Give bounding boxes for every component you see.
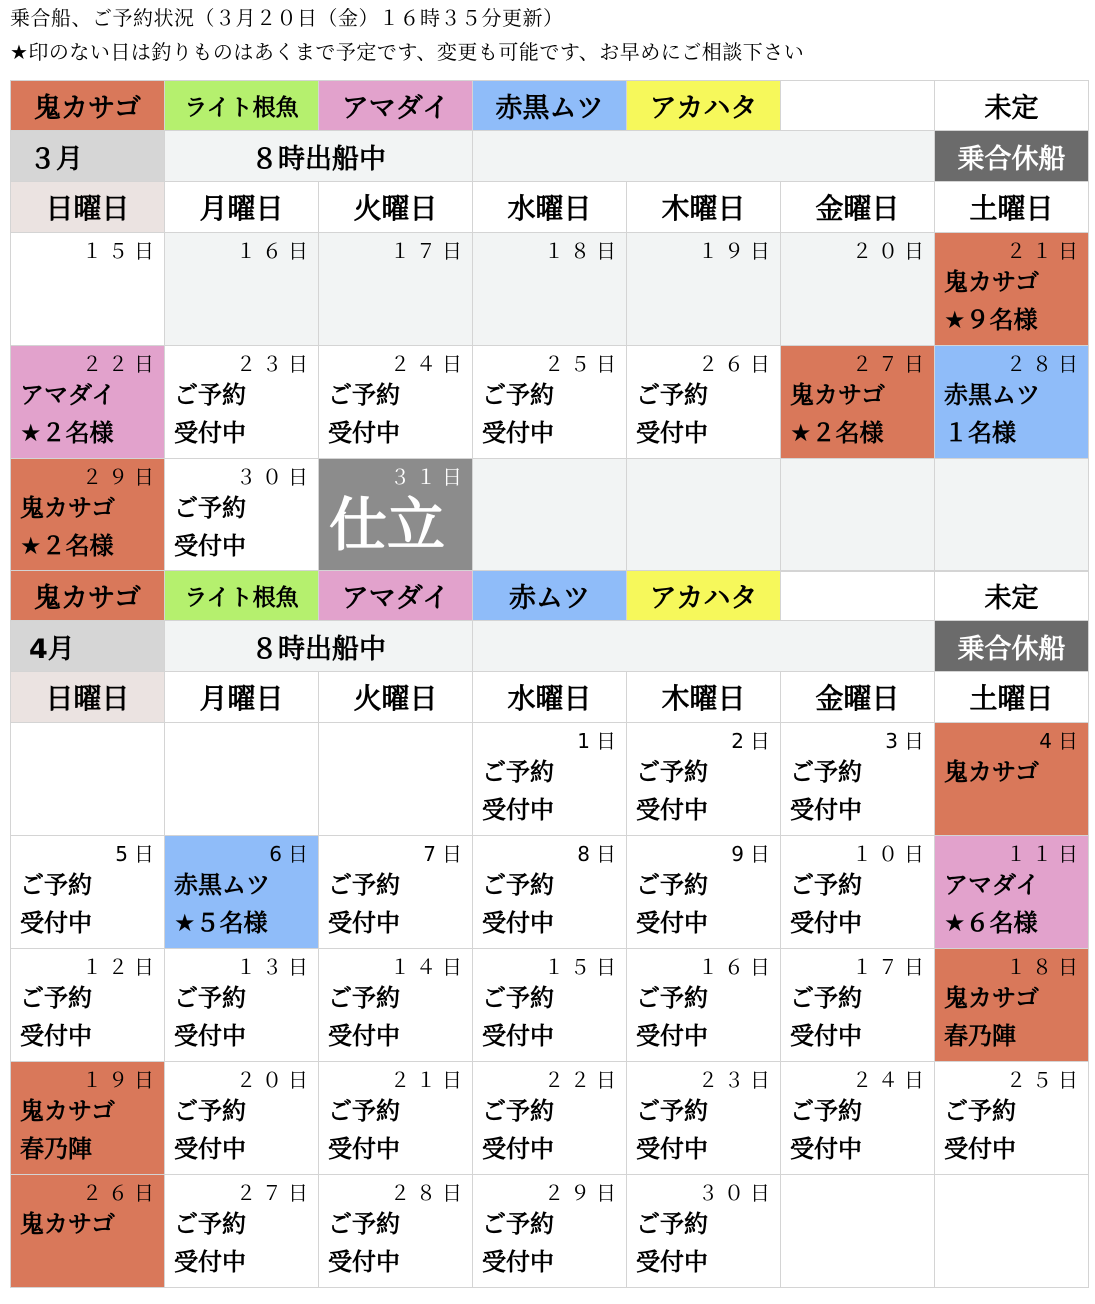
fishing-type: ご予約 [944, 1097, 1016, 1125]
month-row-filler [473, 131, 935, 182]
day-cell[interactable] [781, 1062, 935, 1175]
booking-status: 受付中 [328, 1022, 400, 1050]
legend-amadai: アマダイ [319, 81, 473, 131]
fishing-type: 鬼カサゴ [20, 1210, 116, 1238]
booking-status: 受付中 [482, 1022, 554, 1050]
legend-akakuro-mutsu: 赤黒ムツ [473, 81, 627, 131]
fishing-type: ご予約 [174, 494, 246, 522]
booking-status: 受付中 [790, 796, 862, 824]
month-row [11, 621, 1089, 672]
day-number: １９日 [82, 1068, 160, 1092]
booking-status: 受付中 [790, 909, 862, 937]
day-cell[interactable] [165, 1062, 319, 1175]
closed-label: 乗合休船 [935, 131, 1089, 182]
day-cell[interactable] [627, 233, 781, 346]
legend-light-negyo: ライト根魚 [165, 571, 319, 621]
booking-status: 受付中 [482, 1248, 554, 1276]
day-number: ２９日 [82, 465, 160, 489]
day-number: ２４日 [390, 352, 468, 376]
legend-blank [781, 81, 935, 131]
legend-akahata: アカハタ [627, 571, 781, 621]
week-row [11, 459, 1089, 572]
legend-onikasago: 鬼カサゴ [11, 81, 165, 131]
booking-status: １名様 [944, 419, 1016, 447]
day-cell [935, 1175, 1089, 1288]
day-number: ３１日 [390, 465, 468, 489]
day-cell[interactable] [627, 1062, 781, 1175]
sailing-time-label: ８時出船中 [165, 621, 473, 672]
day-number: 3日 [885, 729, 930, 753]
booking-status: 受付中 [174, 1022, 246, 1050]
booking-status: 受付中 [20, 909, 92, 937]
booking-status: 受付中 [636, 419, 708, 447]
day-number: １５日 [544, 955, 622, 979]
day-number: ２４日 [852, 1068, 930, 1092]
day-number: １３日 [236, 955, 314, 979]
booking-status: ★２名様 [790, 419, 884, 447]
calendar-march [10, 80, 1089, 572]
week-row [11, 233, 1089, 346]
day-number: ３０日 [698, 1181, 776, 1205]
day-number: 7日 [423, 842, 468, 866]
day-cell[interactable] [473, 1175, 627, 1288]
day-cell[interactable] [11, 836, 165, 949]
fishing-type: ご予約 [636, 1210, 708, 1238]
day-cell[interactable] [935, 346, 1089, 459]
day-number: ２７日 [236, 1181, 314, 1205]
weekday-wednesday: 水曜日 [473, 672, 627, 723]
booking-status: 受付中 [328, 1248, 400, 1276]
day-cell[interactable] [935, 723, 1089, 836]
day-number: ２２日 [82, 352, 160, 376]
booking-status: ★２名様 [20, 419, 114, 447]
day-cell [935, 459, 1089, 572]
day-cell[interactable] [781, 346, 935, 459]
fishing-type: ご予約 [636, 381, 708, 409]
day-number: 5日 [115, 842, 160, 866]
day-number: １９日 [698, 239, 776, 263]
legend-akahata: アカハタ [627, 81, 781, 131]
day-cell[interactable] [627, 1175, 781, 1288]
day-number: １８日 [1006, 955, 1084, 979]
day-number: ２３日 [698, 1068, 776, 1092]
booking-status: 春乃陣 [944, 1022, 1016, 1050]
booking-status: 受付中 [174, 1135, 246, 1163]
fishing-type: 鬼カサゴ [944, 758, 1040, 786]
day-cell[interactable] [473, 1062, 627, 1175]
day-cell[interactable] [319, 233, 473, 346]
day-cell[interactable] [781, 836, 935, 949]
day-cell[interactable] [319, 1175, 473, 1288]
month-row-filler [473, 621, 935, 672]
day-cell[interactable] [473, 233, 627, 346]
schedule-notice-text: ★印のない日は釣りものはあくまで予定です、変更も可能です、お早めにご相談下さい [10, 40, 805, 64]
weekday-monday: 月曜日 [165, 182, 319, 233]
month-row [11, 131, 1089, 182]
booking-status: 受付中 [328, 909, 400, 937]
day-cell[interactable] [319, 949, 473, 1062]
booking-status: 受付中 [174, 419, 246, 447]
booking-status: 受付中 [328, 419, 400, 447]
calendar-april [10, 570, 1089, 1288]
weekday-thursday: 木曜日 [627, 672, 781, 723]
fishing-type: アマダイ [944, 871, 1040, 899]
day-cell[interactable] [473, 836, 627, 949]
legend-aka-mutsu: 赤ムツ [473, 571, 627, 621]
sailing-time-label: ８時出船中 [165, 131, 473, 182]
week-row [11, 1062, 1089, 1175]
day-number: ２７日 [852, 352, 930, 376]
booking-status: 受付中 [482, 909, 554, 937]
fishing-type: ご予約 [482, 984, 554, 1012]
day-cell[interactable] [935, 949, 1089, 1062]
day-number: ２０日 [852, 239, 930, 263]
fishing-type: ご予約 [636, 871, 708, 899]
weekday-monday: 月曜日 [165, 672, 319, 723]
fishing-type: ご予約 [174, 1210, 246, 1238]
booking-status: ★５名様 [174, 909, 268, 937]
booking-status: 春乃陣 [20, 1135, 92, 1163]
fishing-type: ご予約 [328, 871, 400, 899]
fishing-type: ご予約 [790, 758, 862, 786]
day-number: ２１日 [390, 1068, 468, 1092]
day-number: １７日 [852, 955, 930, 979]
weekday-tuesday: 火曜日 [319, 182, 473, 233]
fishing-type: 鬼カサゴ [944, 268, 1040, 296]
day-number: ２８日 [390, 1181, 468, 1205]
day-cell[interactable] [11, 949, 165, 1062]
closed-label: 乗合休船 [935, 621, 1089, 672]
fishing-type: ご予約 [328, 984, 400, 1012]
booking-status: 受付中 [174, 532, 246, 560]
day-cell[interactable] [319, 459, 473, 572]
day-cell [781, 459, 935, 572]
day-cell [473, 459, 627, 572]
booking-status: ★９名様 [944, 306, 1038, 334]
day-cell[interactable] [165, 233, 319, 346]
fishing-type: 赤黒ムツ [944, 381, 1040, 409]
day-number: 1日 [577, 729, 622, 753]
day-cell[interactable] [473, 949, 627, 1062]
weekday-header-row [11, 672, 1089, 723]
day-cell[interactable] [165, 459, 319, 572]
day-cell[interactable] [165, 1175, 319, 1288]
legend-amadai: アマダイ [319, 571, 473, 621]
day-cell[interactable] [11, 1062, 165, 1175]
fishing-type: ご予約 [482, 381, 554, 409]
update-status-text: 乗合船、ご予約状況（３月２０日（金）１６時３５分更新） [10, 6, 564, 30]
day-cell [781, 1175, 935, 1288]
day-cell[interactable] [627, 723, 781, 836]
booking-status: ★２名様 [20, 532, 114, 560]
booking-status: 受付中 [636, 1248, 708, 1276]
day-number: ２１日 [1006, 239, 1084, 263]
fishing-type: ご予約 [174, 381, 246, 409]
day-number: ２３日 [236, 352, 314, 376]
weekday-wednesday: 水曜日 [473, 182, 627, 233]
booking-status: 受付中 [482, 419, 554, 447]
weekday-sunday: 日曜日 [11, 672, 165, 723]
month-label: 4月 [11, 621, 165, 672]
weekday-sunday: 日曜日 [11, 182, 165, 233]
week-row [11, 346, 1089, 459]
day-cell[interactable] [11, 459, 165, 572]
day-cell[interactable] [781, 949, 935, 1062]
charter-label: 仕立 [329, 491, 446, 559]
legend-onikasago: 鬼カサゴ [11, 571, 165, 621]
booking-status: 受付中 [328, 1135, 400, 1163]
day-number: １４日 [390, 955, 468, 979]
booking-status: 受付中 [636, 1135, 708, 1163]
day-number: １５日 [82, 239, 160, 263]
weekday-saturday: 土曜日 [935, 182, 1089, 233]
day-number: 4日 [1039, 729, 1084, 753]
weekday-friday: 金曜日 [781, 672, 935, 723]
fishing-type: ご予約 [790, 984, 862, 1012]
weekday-header-row [11, 182, 1089, 233]
day-number: １７日 [390, 239, 468, 263]
fishing-type: ご予約 [482, 1097, 554, 1125]
fishing-type: ご予約 [174, 984, 246, 1012]
month-label: ３月 [11, 131, 165, 182]
booking-status: 受付中 [944, 1135, 1016, 1163]
fishing-type: ご予約 [636, 1097, 708, 1125]
legend-row [11, 81, 1089, 131]
fishing-type: ご予約 [636, 984, 708, 1012]
fishing-type: ご予約 [328, 1210, 400, 1238]
fishing-type: ご予約 [790, 1097, 862, 1125]
legend-blank [781, 571, 935, 621]
day-cell [165, 723, 319, 836]
fishing-type: ご予約 [482, 871, 554, 899]
day-cell[interactable] [935, 233, 1089, 346]
day-cell[interactable] [319, 836, 473, 949]
booking-status: ★６名様 [944, 909, 1038, 937]
day-number: ２８日 [1006, 352, 1084, 376]
day-number: ２６日 [82, 1181, 160, 1205]
booking-status: 受付中 [482, 1135, 554, 1163]
day-number: 6日 [269, 842, 314, 866]
day-cell[interactable] [627, 949, 781, 1062]
day-cell[interactable] [319, 1062, 473, 1175]
booking-status: 受付中 [482, 796, 554, 824]
day-number: ２５日 [544, 352, 622, 376]
booking-status: 受付中 [636, 1022, 708, 1050]
fishing-type: ご予約 [482, 758, 554, 786]
day-cell[interactable] [473, 723, 627, 836]
day-cell[interactable] [935, 1062, 1089, 1175]
weekday-tuesday: 火曜日 [319, 672, 473, 723]
fishing-type: ご予約 [174, 1097, 246, 1125]
day-number: １２日 [82, 955, 160, 979]
fishing-type: 赤黒ムツ [174, 871, 270, 899]
day-number: ２０日 [236, 1068, 314, 1092]
day-cell [627, 459, 781, 572]
legend-light-negyo: ライト根魚 [165, 81, 319, 131]
day-cell[interactable] [11, 1175, 165, 1288]
day-number: １０日 [852, 842, 930, 866]
day-cell[interactable] [11, 346, 165, 459]
fishing-type: ご予約 [482, 1210, 554, 1238]
fishing-type: ご予約 [790, 871, 862, 899]
day-cell [319, 723, 473, 836]
booking-status: 受付中 [790, 1135, 862, 1163]
booking-status: 受付中 [20, 1022, 92, 1050]
day-cell [11, 723, 165, 836]
fishing-type: 鬼カサゴ [20, 1097, 116, 1125]
day-cell[interactable] [627, 346, 781, 459]
fishing-type: アマダイ [20, 381, 116, 409]
booking-status: 受付中 [174, 1248, 246, 1276]
fishing-type: 鬼カサゴ [790, 381, 886, 409]
fishing-type: 鬼カサゴ [944, 984, 1040, 1012]
legend-row [11, 571, 1089, 621]
day-number: 2日 [731, 729, 776, 753]
fishing-type: 鬼カサゴ [20, 494, 116, 522]
legend-undecided: 未定 [935, 571, 1089, 621]
weekday-friday: 金曜日 [781, 182, 935, 233]
booking-status: 受付中 [790, 1022, 862, 1050]
day-cell[interactable] [11, 233, 165, 346]
day-number: ２５日 [1006, 1068, 1084, 1092]
fishing-type: ご予約 [328, 1097, 400, 1125]
day-number: 8日 [577, 842, 622, 866]
day-number: １１日 [1006, 842, 1084, 866]
day-cell[interactable] [165, 949, 319, 1062]
booking-status: 受付中 [636, 796, 708, 824]
day-cell[interactable] [935, 836, 1089, 949]
week-row [11, 723, 1089, 836]
day-cell[interactable] [781, 233, 935, 346]
week-row [11, 836, 1089, 949]
day-cell[interactable] [165, 346, 319, 459]
day-number: 9日 [731, 842, 776, 866]
fishing-type: ご予約 [636, 758, 708, 786]
booking-status: 受付中 [636, 909, 708, 937]
day-number: １６日 [236, 239, 314, 263]
day-cell[interactable] [473, 346, 627, 459]
week-row [11, 949, 1089, 1062]
day-number: ２２日 [544, 1068, 622, 1092]
day-cell[interactable] [319, 346, 473, 459]
fishing-type: ご予約 [328, 381, 400, 409]
fishing-type: ご予約 [20, 984, 92, 1012]
weekday-saturday: 土曜日 [935, 672, 1089, 723]
day-cell[interactable] [165, 836, 319, 949]
day-number: １８日 [544, 239, 622, 263]
day-number: ２９日 [544, 1181, 622, 1205]
legend-undecided: 未定 [935, 81, 1089, 131]
day-number: １６日 [698, 955, 776, 979]
weekday-thursday: 木曜日 [627, 182, 781, 233]
day-cell[interactable] [627, 836, 781, 949]
day-cell[interactable] [781, 723, 935, 836]
day-number: ３０日 [236, 465, 314, 489]
week-row [11, 1175, 1089, 1288]
fishing-type: ご予約 [20, 871, 92, 899]
day-number: ２６日 [698, 352, 776, 376]
